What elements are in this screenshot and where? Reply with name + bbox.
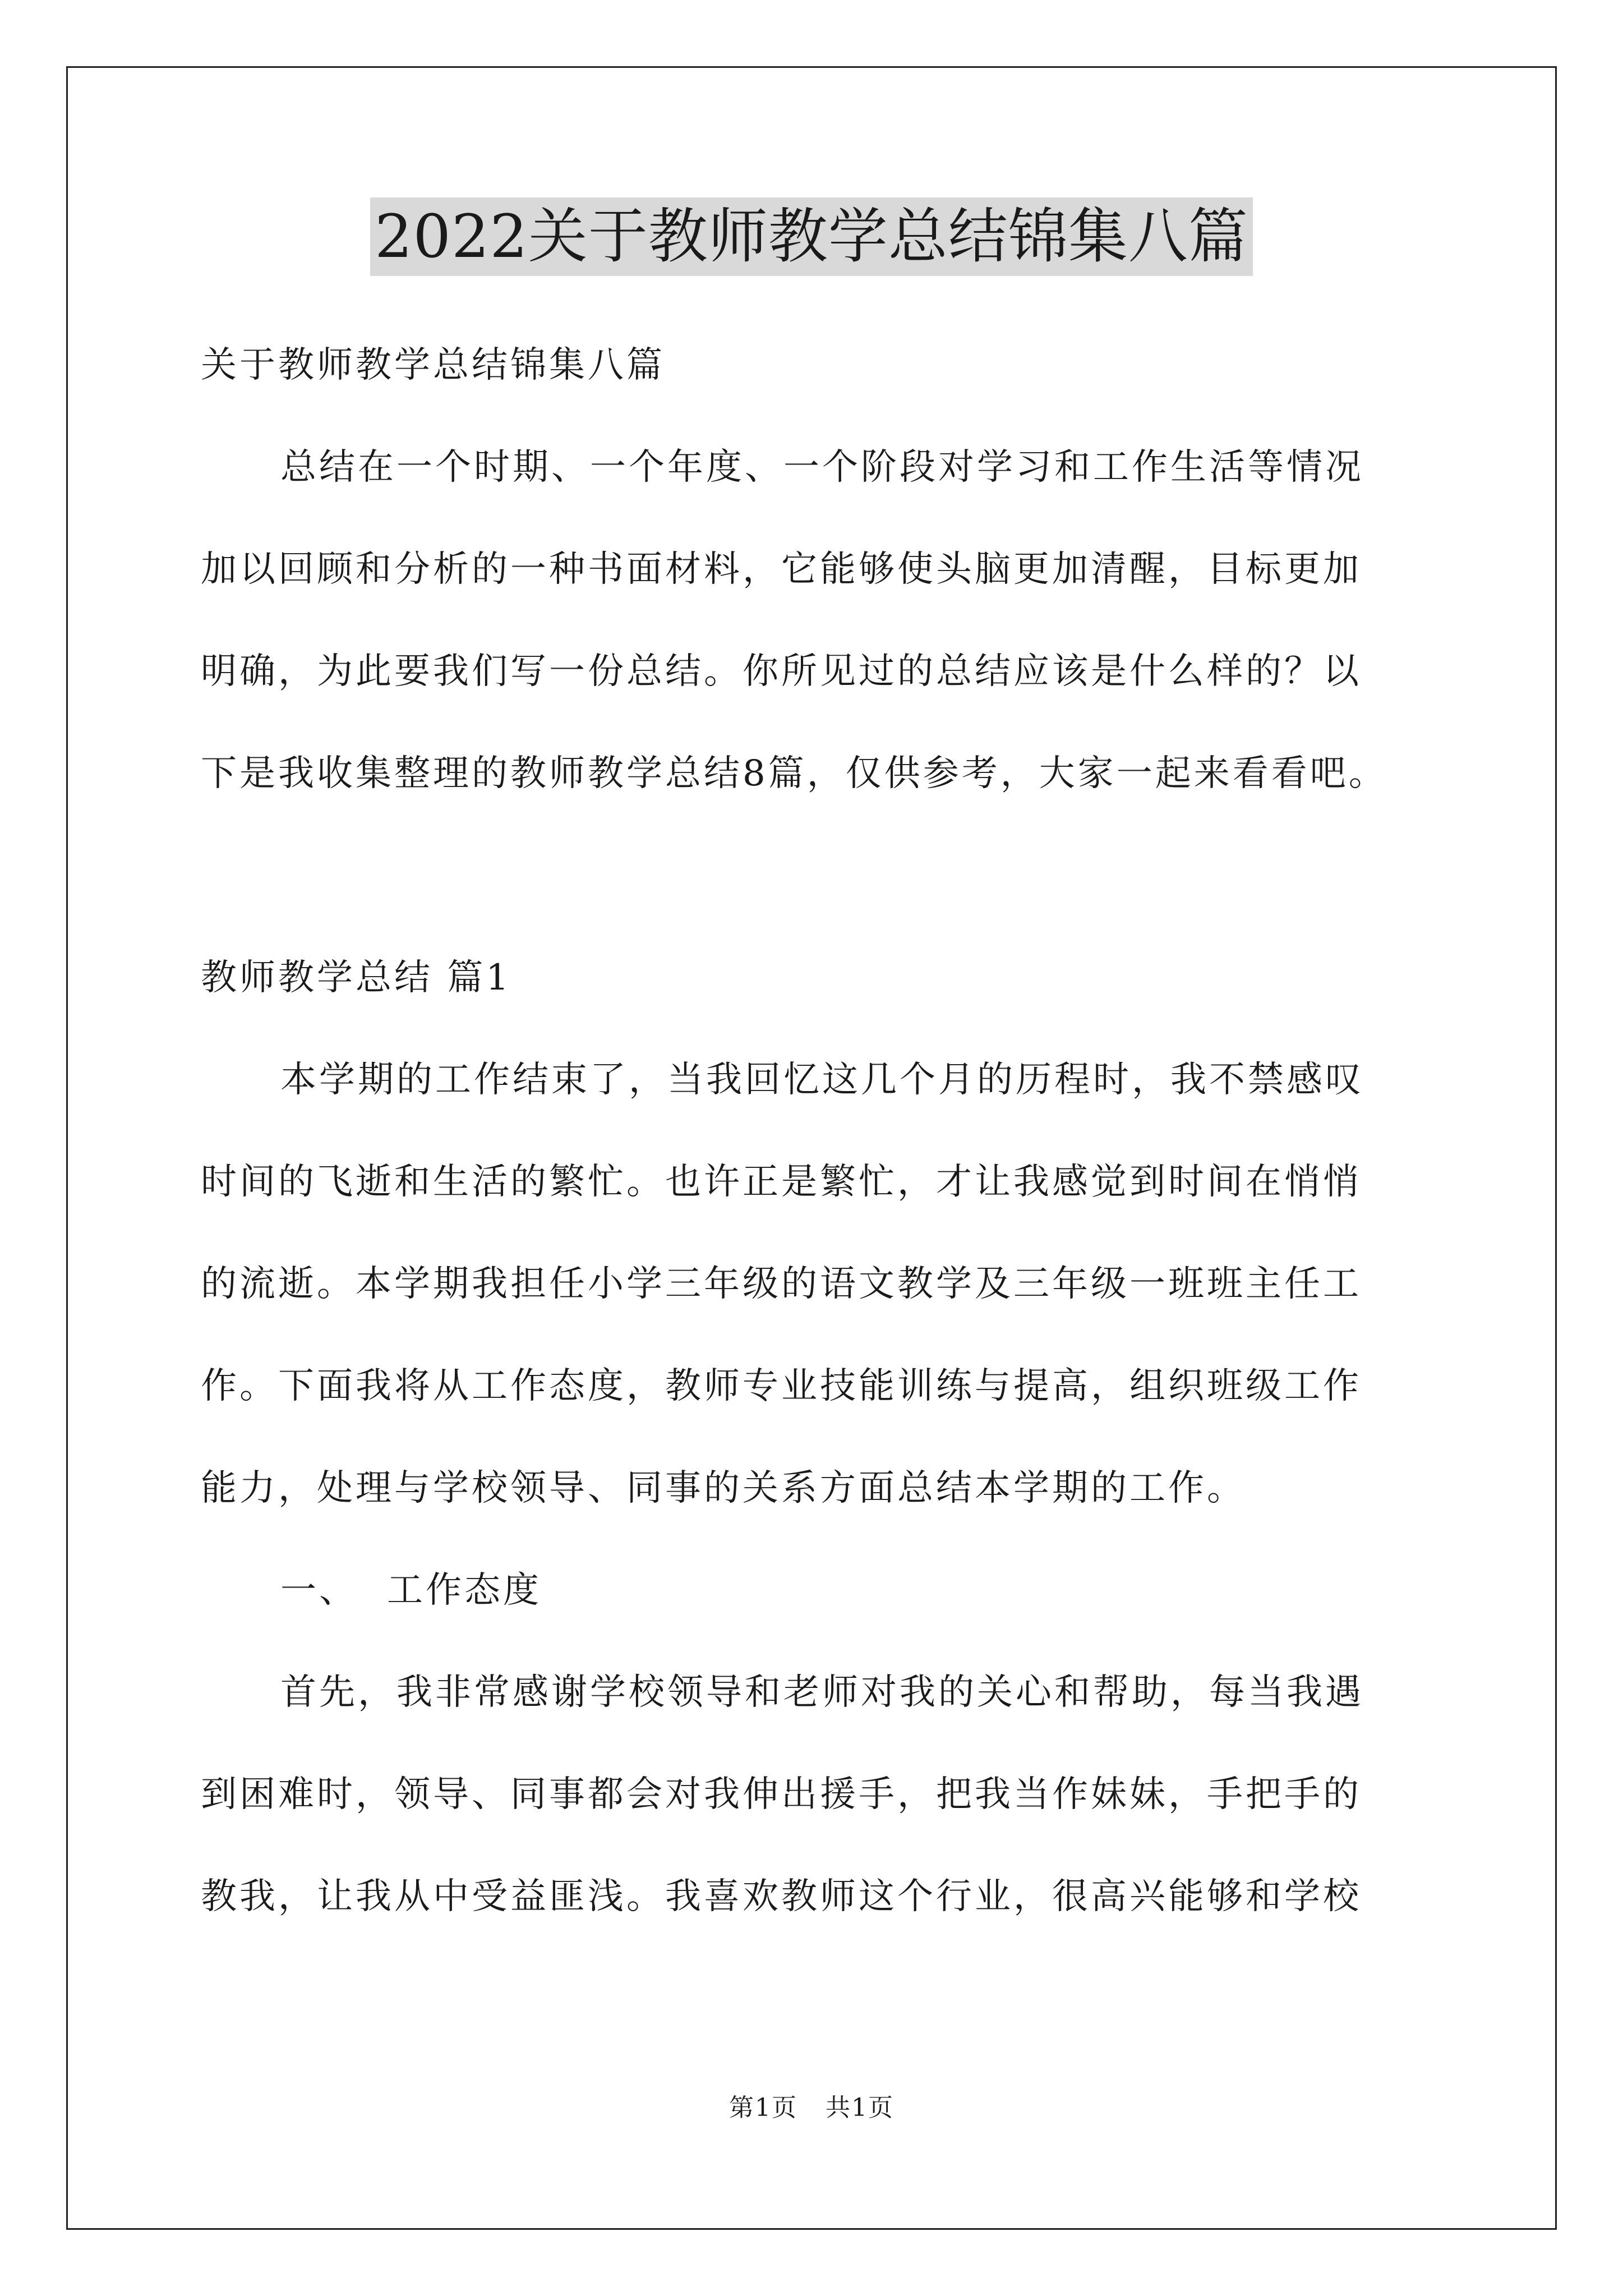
intro-line: 总结在一个时期、一个年度、一个阶段对学习和工作生活等情况 (280, 447, 1364, 488)
item-paragraph-line: 首先，我非常感谢学校领导和老师对我的关心和帮助，每当我遇 (280, 1672, 1364, 1713)
item-number: 一、 (280, 1570, 358, 1611)
section-paragraph-line: 的流逝。本学期我担任小学三年级的语文教学及三年级一班班主任工 (201, 1263, 1362, 1305)
section-paragraph-line: 时间的飞逝和生活的繁忙。也许正是繁忙，才让我感觉到时间在悄悄 (201, 1161, 1362, 1203)
item-heading (201, 1539, 1435, 1641)
item-paragraph-line: 教我，让我从中受益匪浅。我喜欢教师这个行业，很高兴能够和学校 (201, 1876, 1362, 1917)
page-total: 共1页 (826, 2093, 894, 2122)
intro-line: 下是我收集整理的教师教学总结8篇，仅供参考，大家一起来看看吧。 (201, 753, 1387, 794)
section-paragraph-line: 作。下面我将从工作态度，教师专业技能训练与提高，组织班级工作 (201, 1365, 1362, 1407)
item-title: 工作态度 (387, 1570, 542, 1611)
intro-line: 加以回顾和分析的一种书面材料，它能够使头脑更加清醒，目标更加 (201, 549, 1362, 590)
page-footer (0, 2091, 1623, 2125)
item-paragraph-line: 到困难时，领导、同事都会对我伸出援手，把我当作妹妹，手把手的 (201, 1774, 1362, 1815)
title-container (0, 197, 1623, 276)
document-subtitle: 关于教师教学总结锦集八篇 (201, 344, 665, 386)
section-heading: 教师教学总结 篇1 (201, 957, 512, 999)
intro-line: 明确，为此要我们写一份总结。你所见过的总结应该是什么样的？以 (201, 651, 1362, 692)
page-number: 第1页 (729, 2093, 797, 2122)
document-body (201, 314, 1435, 1948)
section-paragraph-line: 本学期的工作结束了，当我回忆这几个月的历程时，我不禁感叹 (280, 1059, 1364, 1101)
document-title: 2022关于教师教学总结锦集八篇 (370, 197, 1253, 276)
section-paragraph-line: 能力，处理与学校领导、同事的关系方面总结本学期的工作。 (201, 1467, 1246, 1509)
